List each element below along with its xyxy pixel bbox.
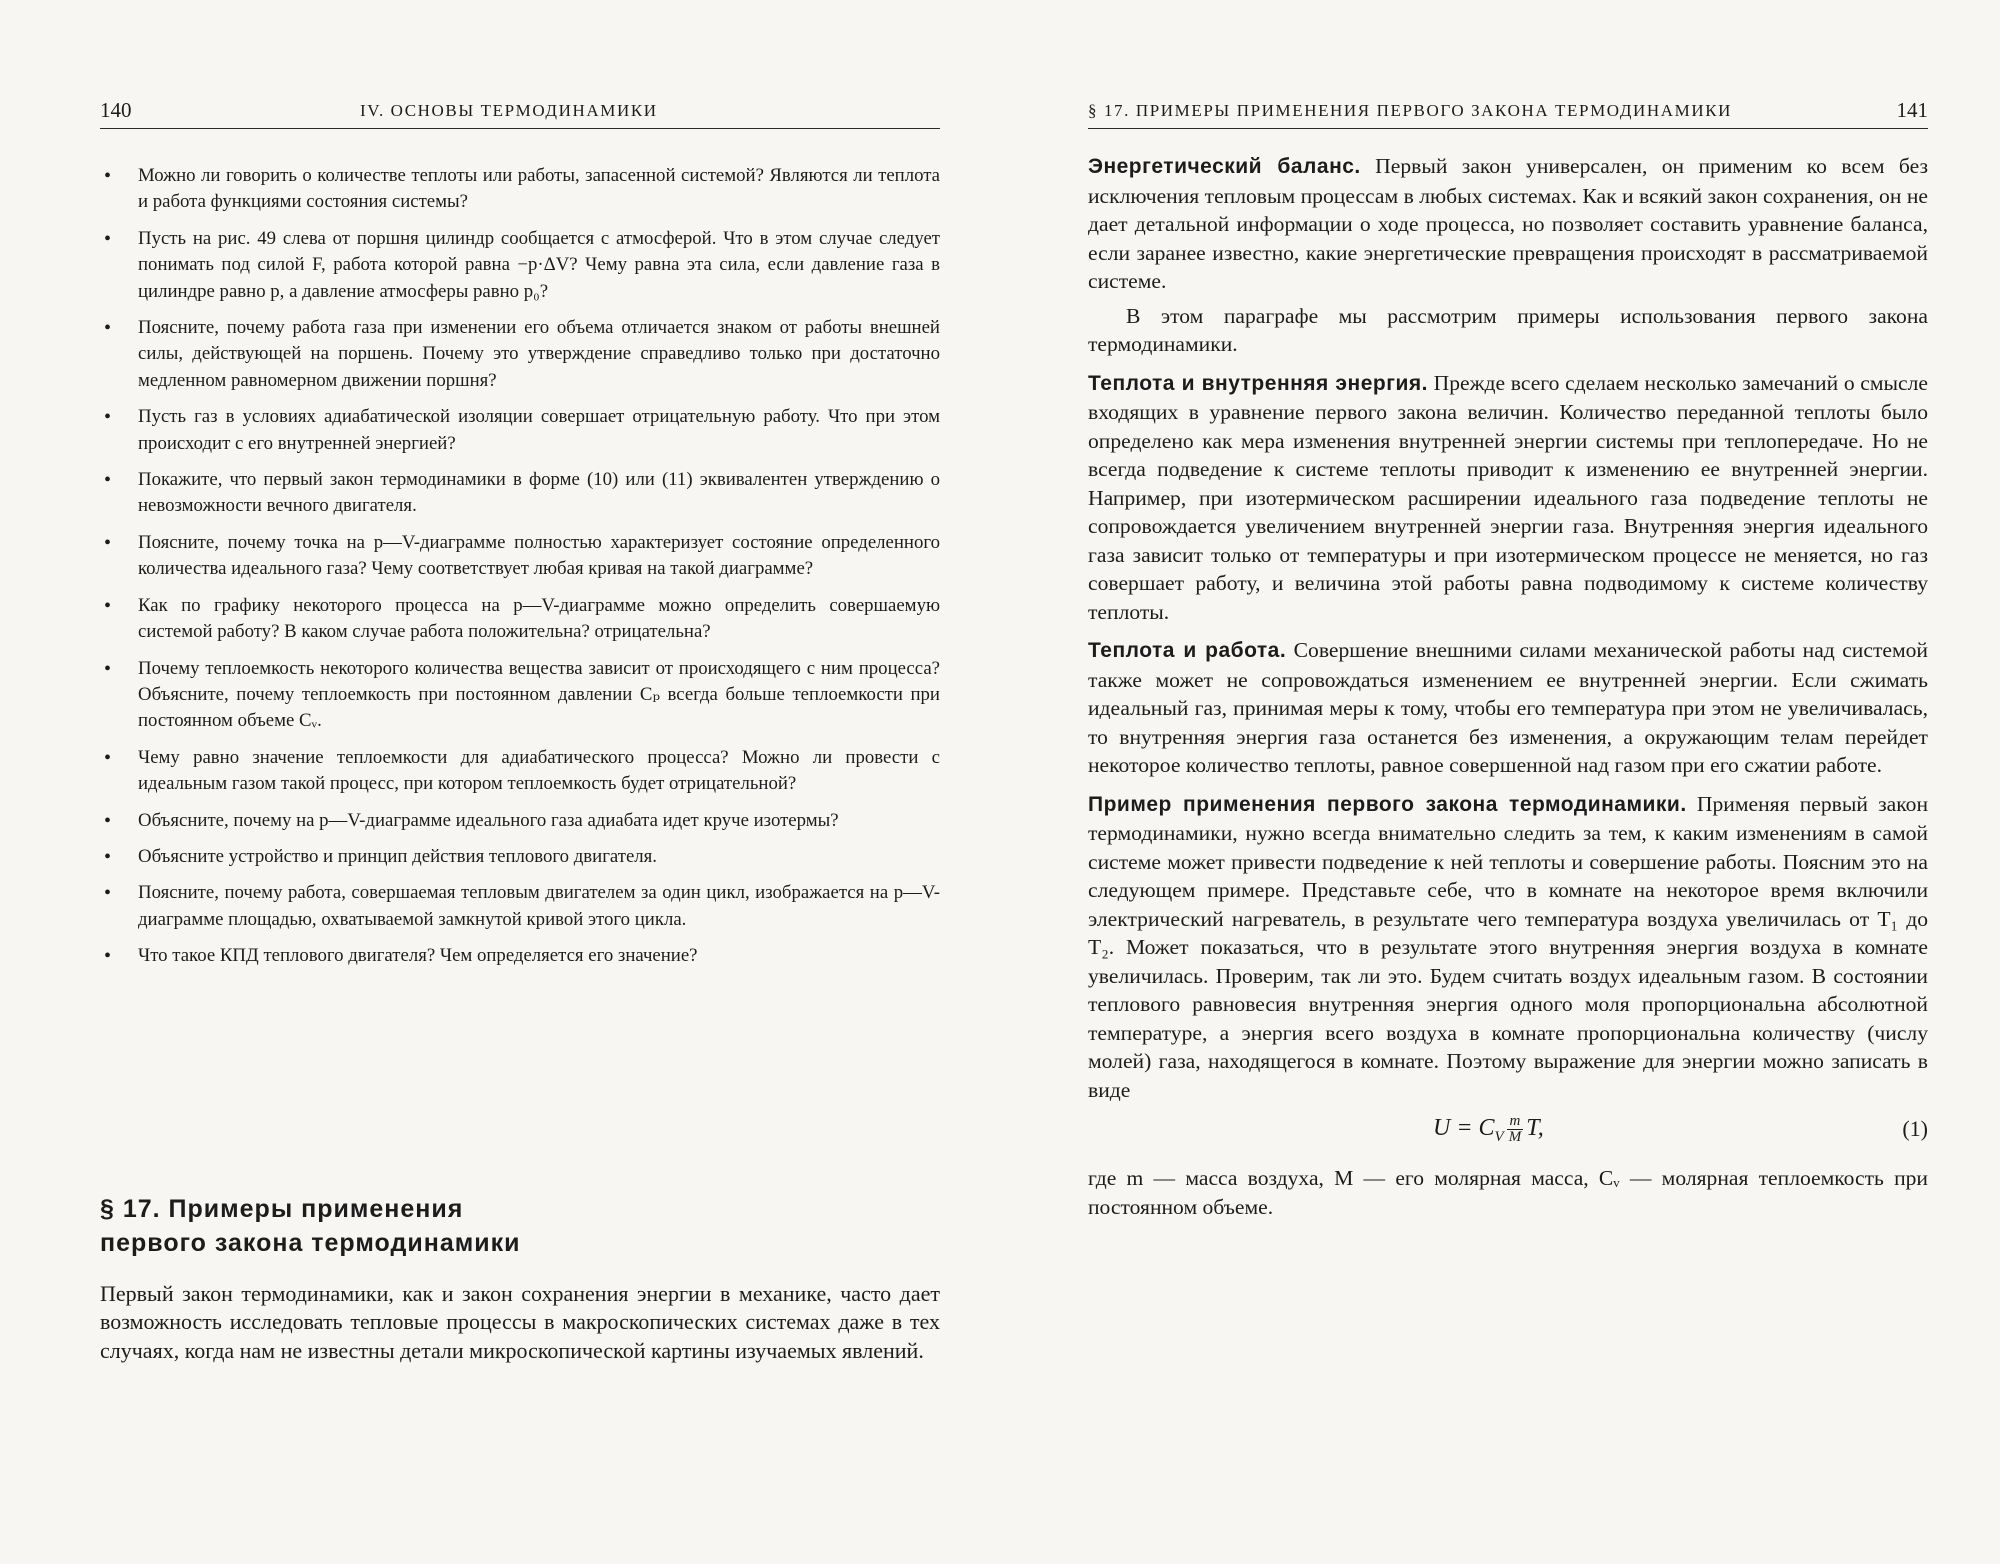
bullet-icon: • (104, 227, 112, 250)
question-text: Как по графику некоторого процесса на p—V-диаграмме можно определить совершаемую системой работу? В каком случае работа положительна? отрицательна? (138, 594, 940, 643)
question-text: Поясните, почему работа, совершаемая тепловым двигателем за один цикл, изображается на p—V-диаграмме площадью, охватываемой замкнутой кривой этого цикла. (138, 882, 940, 930)
bullet-icon: • (104, 809, 112, 832)
section-heading (100, 1192, 940, 1260)
question-text: Покажите, что первый закон термодинамики в форме (10) или (11) эквивалентен утверждению о невозможности вечного двигателя. (138, 469, 940, 517)
paragraph-title: Энергетический баланс. (1088, 155, 1361, 178)
bullet-icon: • (104, 531, 112, 554)
question-item (100, 467, 940, 520)
equation-number: (1) (1902, 1116, 1928, 1141)
formula-numerator: m (1507, 1114, 1524, 1130)
paragraph-heat-internal-energy (1088, 369, 1928, 627)
question-text: Пусть газ в условиях адиабатической изоляции совершает отрицательную работу. Что при этом происходит с его внутренней энергией? (138, 406, 940, 454)
bullet-icon: • (104, 945, 112, 968)
bullet-icon: • (104, 746, 112, 769)
question-item (100, 530, 940, 583)
question-text: Объясните, почему на p—V-диаграмме идеального газа адиабата идет круче изотермы? (138, 809, 839, 831)
page-number-left: 140 (100, 98, 132, 122)
bullet-icon: • (104, 317, 112, 340)
question-item (100, 880, 940, 933)
bullet-icon: • (104, 406, 112, 429)
bullet-icon: • (104, 657, 112, 680)
question-item (100, 808, 940, 834)
left-page (100, 0, 940, 1564)
section-heading-line-2: первого закона термодинамики (100, 1229, 521, 1257)
formula-subscript: V (1494, 1128, 1504, 1145)
paragraph-title: Теплота и внутренняя энергия. (1088, 371, 1428, 395)
question-item (100, 404, 940, 457)
formula-rhs: T, (1526, 1115, 1544, 1142)
question-text: Поясните, почему работа газа при изменении его объема отличается знаком от работы внешней силы, действующей на поршень. Почему это утверждение справедливо только при достаточно медленном равномерном движении поршня? (138, 317, 940, 391)
question-text: Пусть на рис. 49 слева от поршня цилиндр сообщается с атмосферой. Что в этом случае следует понимать под силой F, работа которой равна −p·ΔV? Чему равна эта сила, если давление газа в цилиндре равно p, а давление атмосферы равно p₀? (138, 227, 940, 302)
formula-denominator: M (1508, 1129, 1522, 1145)
section-intro-paragraph: Первый закон термодинамики, как и закон сохранения энергии в механике, часто дает возможность исследовать тепловые процессы в макроскопических системах даже в тех случаях, когда нам не известны детали микроскопической картины изучаемых явлений. (100, 1281, 940, 1363)
question-text: Можно ли говорить о количестве теплоты или работы, запасенной системой? Являются ли теплота и работа функциями состояния системы? (138, 165, 940, 213)
bullet-icon: • (104, 594, 112, 617)
question-item (100, 745, 940, 798)
paragraph-text: Совершение внешними силами механической работы над системой также может не сопровождаться изменением ее внутренней энергии. Если сжимать идеальный газ, принимая меры к тому, чтобы его температура при этом не увеличивалась, то внутренняя энергия газа останется без изменения, а окружающим телам перейдет некоторое количество теплоты, равное совершенной над газом при его сжатии работе. (1088, 638, 1928, 777)
paragraph-title: Теплота и работа. (1088, 639, 1287, 662)
question-item (100, 844, 940, 870)
paragraph-intro: В этом параграфе мы рассмотрим примеры использования первого закона термодинамики. (1088, 303, 1928, 356)
bullet-icon: • (104, 845, 112, 868)
question-item (100, 163, 940, 216)
right-page (1088, 0, 1928, 1564)
running-head-right (1088, 88, 1928, 129)
question-text: Что такое КПД теплового двигателя? Чем определяется его значение? (138, 945, 698, 967)
question-text: Почему теплоемкость некоторого количества вещества зависит от происходящего с ним процесса? Объясните, почему теплоемкость при постоянном давлении Cₚ всегда больше теплоемкости при постоянном объеме Cᵥ. (138, 657, 940, 732)
question-list (100, 163, 940, 980)
paragraph-text: Прежде всего сделаем несколько замечаний о смысле входящих в уравнение первого закона величин. Количество переданной теплоты было определено как мера изменения внутренней энергии системы при теплопередаче. Но не всегда подведение к системе теплоты приводит к изменению ее внутренней энергии. Например, при изотермическом расширении идеального газа подведение теплоты не сопровождается увеличением внутренней энергии газа. Внутренняя энергия идеального газа зависит только от температуры и при изотермическом процессе не меняется, но газ совершает работу, и величина этой работы равна подводимому к системе количеству теплоты. (1088, 370, 1928, 624)
page-number-right: 141 (1896, 98, 1928, 122)
formula-lhs: U = C (1433, 1115, 1495, 1142)
question-item (100, 593, 940, 646)
question-item (100, 315, 940, 394)
question-item (100, 656, 940, 735)
paragraph-formula-explanation: где m — масса воздуха, M — его молярная масса, Cᵥ — молярная теплоемкость при постоянном объеме. (1088, 1166, 1928, 1219)
running-head-title-right: § 17. ПРИМЕРЫ ПРИМЕНЕНИЯ ПЕРВОГО ЗАКОНА ТЕРМОДИНАМИКИ (1088, 101, 1733, 120)
formula-fraction (1507, 1114, 1524, 1145)
formula-row (1088, 1110, 1928, 1160)
right-page-body (1088, 152, 1928, 1227)
running-head-title-left: IV. ОСНОВЫ ТЕРМОДИНАМИКИ (360, 101, 658, 120)
bullet-icon: • (104, 882, 112, 905)
question-item (100, 943, 940, 969)
question-text: Чему равно значение теплоемкости для адиабатического процесса? Можно ли провести с идеальным газом такой процесс, при котором теплоемкость будет отрицательной? (138, 746, 940, 795)
question-text: Поясните, почему точка на p—V-диаграмме полностью характеризует состояние определенного количества идеального газа? Чему соответствует любая кривая на такой диаграмме? (138, 531, 940, 580)
formula-internal-energy (1433, 1114, 1544, 1146)
bullet-icon: • (104, 165, 112, 187)
running-head-left (100, 88, 940, 129)
bullet-icon: • (104, 469, 112, 492)
paragraph-energy-balance (1088, 152, 1928, 296)
paragraph-text: Первый закон универсален, он применим ко всем без исключения тепловым процессам в любых системах. Как и всякий закон сохранения, он не дает детальной информации о ходе процесса, но позволяет составить уравнение баланса, если заранее известно, какие энергетические превращения происходят в рассматриваемой системе. (1088, 154, 1929, 293)
section-heading-line-1: § 17. Примеры применения (100, 1195, 464, 1223)
question-item (100, 226, 940, 305)
paragraph-heat-work (1088, 636, 1928, 780)
paragraph-title: Пример применения первого закона термодинамики. (1088, 792, 1687, 816)
paragraph-example (1088, 790, 1928, 1105)
paragraph-text: Применяя первый закон термодинамики, нужно всегда внимательно следить за тем, к каким изменениям в самой системе может привести подведение к ней теплоты и совершение работы. Поясним это на следующем примере. Представьте себе, что в комнате на некоторое время включили электрический нагреватель, в результате чего температура воздуха увеличилась от T₁ до T₂. Может показаться, что в результате этого внутренняя энергия воздуха в комнате увеличилась. Проверим, так ли это. Будем считать воздух идеальным газом. В состоянии теплового равновесия внутренняя энергия одного моля пропорциональна абсолютной температуре, а энергия всего воздуха в комнате пропорциональна количеству (числу молей) газа, находящегося в комнате. Поэтому выражение для энергии можно записать в виде (1088, 791, 1928, 1102)
question-text: Объясните устройство и принцип действия теплового двигателя. (138, 845, 658, 867)
